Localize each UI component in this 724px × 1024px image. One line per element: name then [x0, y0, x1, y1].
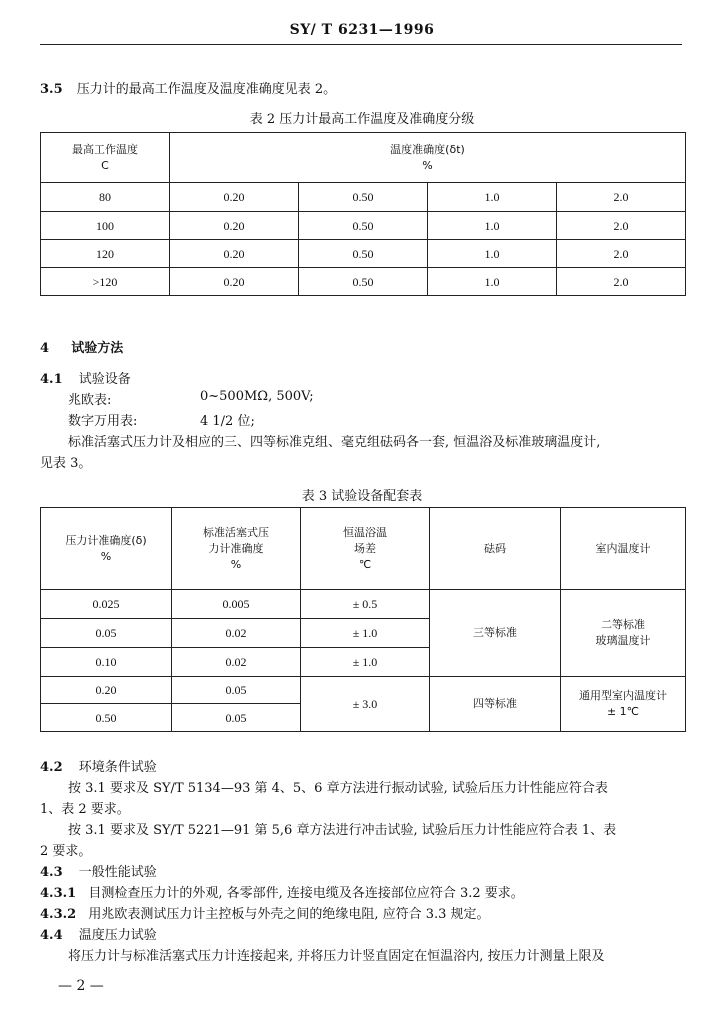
table-cell: 0.025: [41, 590, 172, 619]
header-text: 压力计准确度(δ): [65, 533, 147, 547]
table-row: [41, 183, 686, 212]
section-4-heading: [40, 337, 123, 356]
header-rule: [40, 44, 682, 45]
table3-header-piston: [172, 508, 301, 590]
table-cell: 1.0: [428, 183, 557, 212]
table-cell-thermometer: [561, 677, 686, 732]
table-cell: 0.50: [299, 240, 428, 268]
table-cell: 1.0: [428, 268, 557, 296]
table-cell: ± 1.0: [301, 648, 430, 677]
table-cell: >120: [41, 268, 170, 296]
table-cell: 2.0: [557, 240, 686, 268]
header-text: 恒温浴温: [343, 525, 387, 539]
table2-header-max-temp: [41, 133, 170, 183]
section-text: 目测检查压力计的外观, 各零部件, 连接电缆及各连接部位应符合 3.2 要求。: [88, 886, 524, 901]
temperature-pressure-paragraph: 将压力计与标准活塞式压力计连接起来, 并将压力计竖直固定在恒温浴内, 按压力计测量上限及: [68, 949, 605, 964]
header-text: 温度准确度(δt): [390, 142, 465, 156]
table-cell-weights: 三等标准: [430, 590, 561, 677]
header-unit: %: [100, 549, 112, 563]
header-text: 力计准确度: [208, 541, 264, 555]
section-4-3-1: [40, 882, 524, 901]
table-cell: 100: [41, 212, 170, 240]
table-cell: 0.20: [170, 268, 299, 296]
table-cell: 1.0: [428, 240, 557, 268]
section-number: 4.3: [40, 865, 63, 880]
section-title: 温度压力试验: [78, 928, 157, 943]
table-cell: 1.0: [428, 212, 557, 240]
table-cell: 0.02: [172, 619, 301, 648]
table3-caption: 表 3 试验设备配套表: [301, 489, 423, 504]
section-number: 4.1: [40, 372, 63, 387]
megohm-label: 兆欧表:: [68, 393, 112, 408]
cell-text: ± 1℃: [606, 705, 640, 718]
table-3: [40, 507, 686, 732]
table-row: [41, 240, 686, 268]
header-unit: %: [422, 158, 433, 172]
vibration-paragraph-line1: 按 3.1 要求及 SY/T 5134—93 第 4、5、6 章方法进行振动试验, 试验后压力计性能应符合表: [68, 781, 608, 796]
table-cell: 2.0: [557, 183, 686, 212]
section-number: 4.2: [40, 760, 63, 775]
table-cell: 0.20: [170, 183, 299, 212]
section-4-2-heading: [40, 756, 157, 775]
header-text: 场差: [354, 541, 376, 555]
document-id-header: SY/ T 6231—1996: [289, 22, 435, 38]
multimeter-label: 数字万用表:: [68, 414, 138, 429]
section-title: 一般性能试验: [78, 865, 157, 880]
table-cell: 2.0: [557, 212, 686, 240]
vibration-paragraph-line2: 1、表 2 要求。: [40, 802, 130, 817]
table2-caption: 表 2 压力计最高工作温度及准确度分级: [249, 112, 475, 127]
table-cell: 0.10: [41, 648, 172, 677]
table-2: [40, 132, 686, 296]
section-number: 3.5: [40, 82, 63, 97]
table-row: [41, 677, 686, 704]
section-4-1-heading: [40, 368, 131, 387]
section-title: 试验方法: [71, 341, 124, 356]
section-text: 压力计的最高工作温度及温度准确度见表 2。: [76, 82, 337, 97]
table-cell: 0.05: [41, 619, 172, 648]
table-row: [41, 590, 686, 619]
header-unit: ℃: [358, 557, 372, 571]
cell-text: 二等标准: [601, 618, 645, 631]
table-row: [41, 268, 686, 296]
megohm-value: 0~500MΩ, 500V;: [200, 389, 314, 404]
table-cell: 0.02: [172, 648, 301, 677]
table-cell: ± 0.5: [301, 590, 430, 619]
table-cell: 2.0: [557, 268, 686, 296]
table-cell: 0.20: [170, 212, 299, 240]
table-cell: 0.50: [299, 268, 428, 296]
table-cell: 0.05: [172, 677, 301, 704]
section-4-4-heading: [40, 924, 157, 943]
table-cell: 80: [41, 183, 170, 212]
table2-header-accuracy: [170, 133, 686, 183]
table-cell: 0.05: [172, 704, 301, 732]
table-cell: 0.005: [172, 590, 301, 619]
section-number: 4: [40, 341, 50, 356]
shock-paragraph-line1: 按 3.1 要求及 SY/T 5221—91 第 5,6 章方法进行冲击试验, 试验后压力计性能应符合表 1、表: [68, 823, 617, 838]
table-cell: ± 1.0: [301, 619, 430, 648]
shock-paragraph-line2: 2 要求。: [40, 844, 92, 859]
section-number: 4.3.1: [40, 886, 77, 901]
table-cell-weights: 四等标准: [430, 677, 561, 732]
table-cell: 120: [41, 240, 170, 268]
table-cell: 0.20: [170, 240, 299, 268]
table-row: [41, 212, 686, 240]
equipment-paragraph-line2: 见表 3。: [40, 456, 92, 471]
table-cell: 0.50: [41, 704, 172, 732]
section-4-3-heading: [40, 861, 157, 880]
header-unit: C: [101, 158, 109, 172]
table3-header-bath: [301, 508, 430, 590]
multimeter-value: 4 1/2 位;: [200, 414, 255, 429]
cell-text: 玻璃温度计: [595, 634, 651, 647]
page-number: — 2 —: [58, 978, 104, 994]
section-number: 4.3.2: [40, 907, 77, 922]
equipment-paragraph-line1: 标准活塞式压力计及相应的三、四等标准克组、毫克组砝码各一套, 恒温浴及标准玻璃温度计,: [68, 435, 601, 450]
header-text: 标准活塞式压: [203, 525, 269, 539]
section-title: 环境条件试验: [78, 760, 157, 775]
table-cell: ± 3.0: [301, 677, 430, 732]
table-cell: 0.20: [41, 677, 172, 704]
section-text: 用兆欧表测试压力计主控板与外壳之间的绝缘电阻, 应符合 3.3 规定。: [88, 907, 490, 922]
table3-header-thermometer: 室内温度计: [561, 508, 686, 590]
section-3-5: [40, 78, 336, 97]
section-title: 试验设备: [78, 372, 131, 387]
section-number: 4.4: [40, 928, 63, 943]
table3-header-weights: 砝码: [430, 508, 561, 590]
table-cell-thermometer: [561, 590, 686, 677]
header-unit: %: [230, 557, 242, 571]
table3-header-accuracy: [41, 508, 172, 590]
table-cell: 0.50: [299, 212, 428, 240]
section-4-3-2: [40, 903, 490, 922]
table-cell: 0.50: [299, 183, 428, 212]
header-text: 最高工作温度: [72, 142, 138, 156]
cell-text: 通用型室内温度计: [579, 689, 667, 702]
